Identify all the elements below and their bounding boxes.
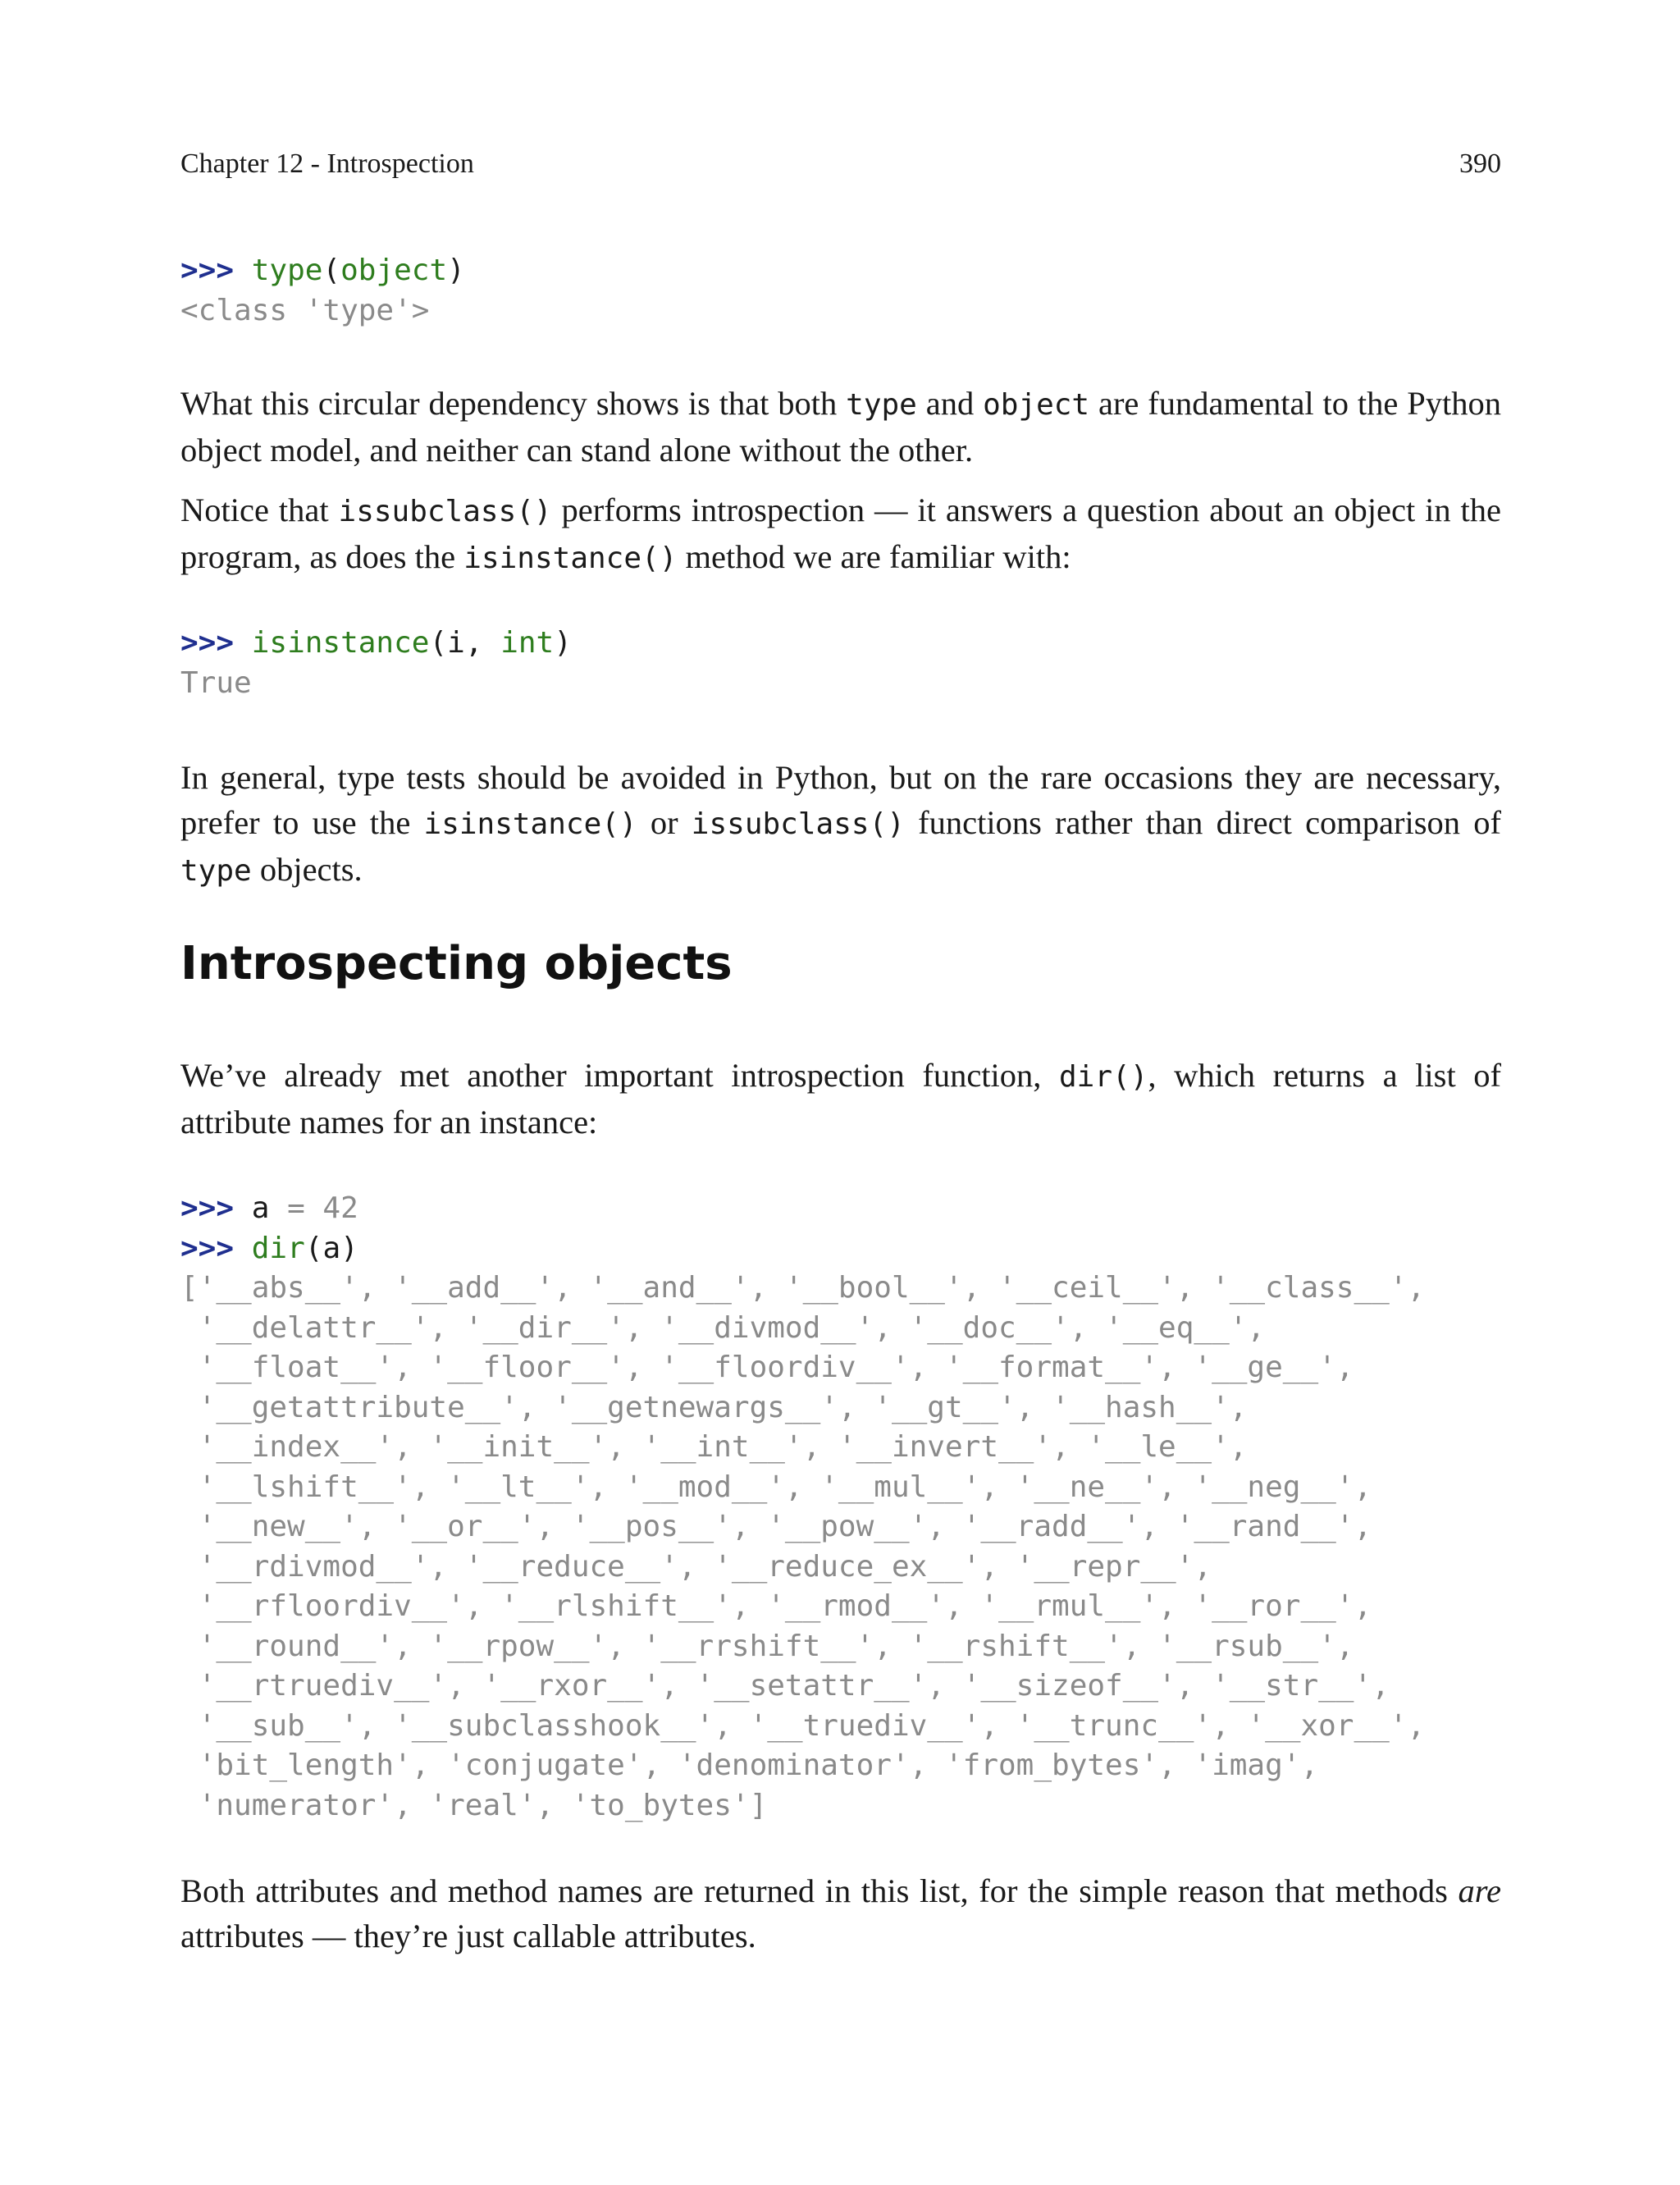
text-run: attributes — they’re just callable attributes. <box>180 1918 756 1954</box>
code-line <box>180 1189 1501 1229</box>
code-output-line: '__float__', '__floor__', '__floordiv__', '__format__', '__ge__', <box>180 1351 1354 1384</box>
inline-code: isinstance() <box>463 542 678 575</box>
repl-prompt: >>> <box>180 254 235 287</box>
code-argument: i, <box>447 626 501 660</box>
code-output-line: '__rfloordiv__', '__rlshift__', '__rmod__', '__rmul__', '__ror__', <box>180 1589 1372 1623</box>
code-argument: object <box>340 254 448 287</box>
text-run: What this circular dependency shows is that both <box>180 385 847 422</box>
repl-prompt: >>> <box>180 1231 235 1265</box>
repl-prompt: >>> <box>180 1191 235 1225</box>
code-block-type-object <box>180 251 1501 331</box>
text-run: and <box>916 385 984 422</box>
code-function: dir <box>251 1231 305 1265</box>
inline-code: type <box>180 854 252 888</box>
repl-prompt: >>> <box>180 626 235 660</box>
code-output-line: '__sub__', '__subclasshook__', '__truediv__', '__trunc__', '__xor__', <box>180 1708 1426 1743</box>
code-output-line: '__rtruediv__', '__rxor__', '__setattr__', '__sizeof__', '__str__', <box>180 1669 1390 1703</box>
code-output-line: '__round__', '__rpow__', '__rrshift__', '__rshift__', '__rsub__', <box>180 1629 1354 1663</box>
code-paren: ) <box>340 1231 358 1265</box>
code-output-line: '__delattr__', '__dir__', '__divmod__', '__doc__', '__eq__', <box>180 1310 1266 1345</box>
text-run: objects. <box>251 851 363 888</box>
code-paren: ) <box>554 626 572 660</box>
code-block-dir <box>180 1189 1501 1826</box>
paragraph-methods-are-attributes <box>180 1868 1501 1959</box>
inline-code: type <box>846 388 917 422</box>
code-paren: ) <box>447 254 465 287</box>
code-variable: a <box>251 1191 270 1225</box>
text-run: performs introspection — it answers a question about an object in the program, as does the <box>180 491 1502 575</box>
inline-code: issubclass() <box>691 807 905 841</box>
code-output: True <box>180 665 252 700</box>
code-block-isinstance <box>180 624 1501 703</box>
inline-code: issubclass() <box>338 495 552 528</box>
text-run: Notice that <box>180 491 339 528</box>
text-run: , which returns a list of attribute names for an instance: <box>180 1057 1502 1140</box>
paragraph-issubclass <box>180 487 1501 581</box>
code-paren: ( <box>322 254 341 287</box>
inline-code: isinstance() <box>423 807 637 841</box>
text-run: are fundamental to the Python object model, and neither can stand alone without the other. <box>180 385 1502 469</box>
page-number: 390 <box>1459 149 1501 179</box>
text-run: or <box>637 804 692 841</box>
emphasis: are <box>1458 1872 1501 1909</box>
chapter-title: Chapter 12 - Introspection <box>180 149 474 179</box>
code-output-line: '__new__', '__or__', '__pos__', '__pow__', '__radd__', '__rand__', <box>180 1510 1372 1543</box>
code-output-line: 'numerator', 'real', 'to_bytes'] <box>180 1788 768 1822</box>
section-heading: Introspecting objects <box>180 937 733 990</box>
code-output-line: ['__abs__', '__add__', '__and__', '__bool__', '__ceil__', '__class__', <box>180 1271 1426 1305</box>
code-function: type <box>251 254 323 287</box>
text-run: Both attributes and method names are returned in this list, for the simple reason that methods <box>180 1872 1459 1909</box>
paragraph-circular-dependency <box>180 381 1501 473</box>
text-run: functions rather than direct comparison of <box>904 804 1501 841</box>
code-argument: a <box>322 1231 341 1265</box>
code-output-line: '__getattribute__', '__getnewargs__', '__gt__', '__hash__', <box>180 1390 1248 1424</box>
code-output: <class 'type'> <box>180 293 430 327</box>
code-output-line: 'bit_length', 'conjugate', 'denominator', 'from_bytes', 'imag', <box>180 1748 1319 1782</box>
page-header <box>180 146 1501 182</box>
code-line <box>180 624 1501 664</box>
code-line <box>180 1229 1501 1269</box>
text-run: We’ve already met another important introspection function, <box>180 1057 1059 1094</box>
inline-code: object <box>983 388 1090 422</box>
code-output-line: '__index__', '__init__', '__int__', '__invert__', '__le__', <box>180 1430 1248 1464</box>
code-function: isinstance <box>251 626 430 660</box>
code-output-line: '__lshift__', '__lt__', '__mod__', '__mul__', '__ne__', '__neg__', <box>180 1470 1372 1504</box>
inline-code: dir() <box>1059 1060 1148 1094</box>
code-output-line: '__rdivmod__', '__reduce__', '__reduce_ex__', '__repr__', <box>180 1549 1212 1584</box>
code-assignment: = 42 <box>269 1191 358 1225</box>
book-page <box>180 0 1501 2185</box>
text-run: method we are familiar with: <box>677 538 1071 575</box>
code-argument: int <box>500 626 555 660</box>
code-paren: ( <box>429 626 448 660</box>
paragraph-dir-function <box>180 1053 1501 1145</box>
paragraph-type-tests <box>180 755 1501 894</box>
code-line <box>180 251 1501 291</box>
text-run: In general, type tests should be avoided in Python, but on the rare occasions they are necessary, prefer to use the <box>180 759 1501 841</box>
code-paren: ( <box>304 1231 323 1265</box>
